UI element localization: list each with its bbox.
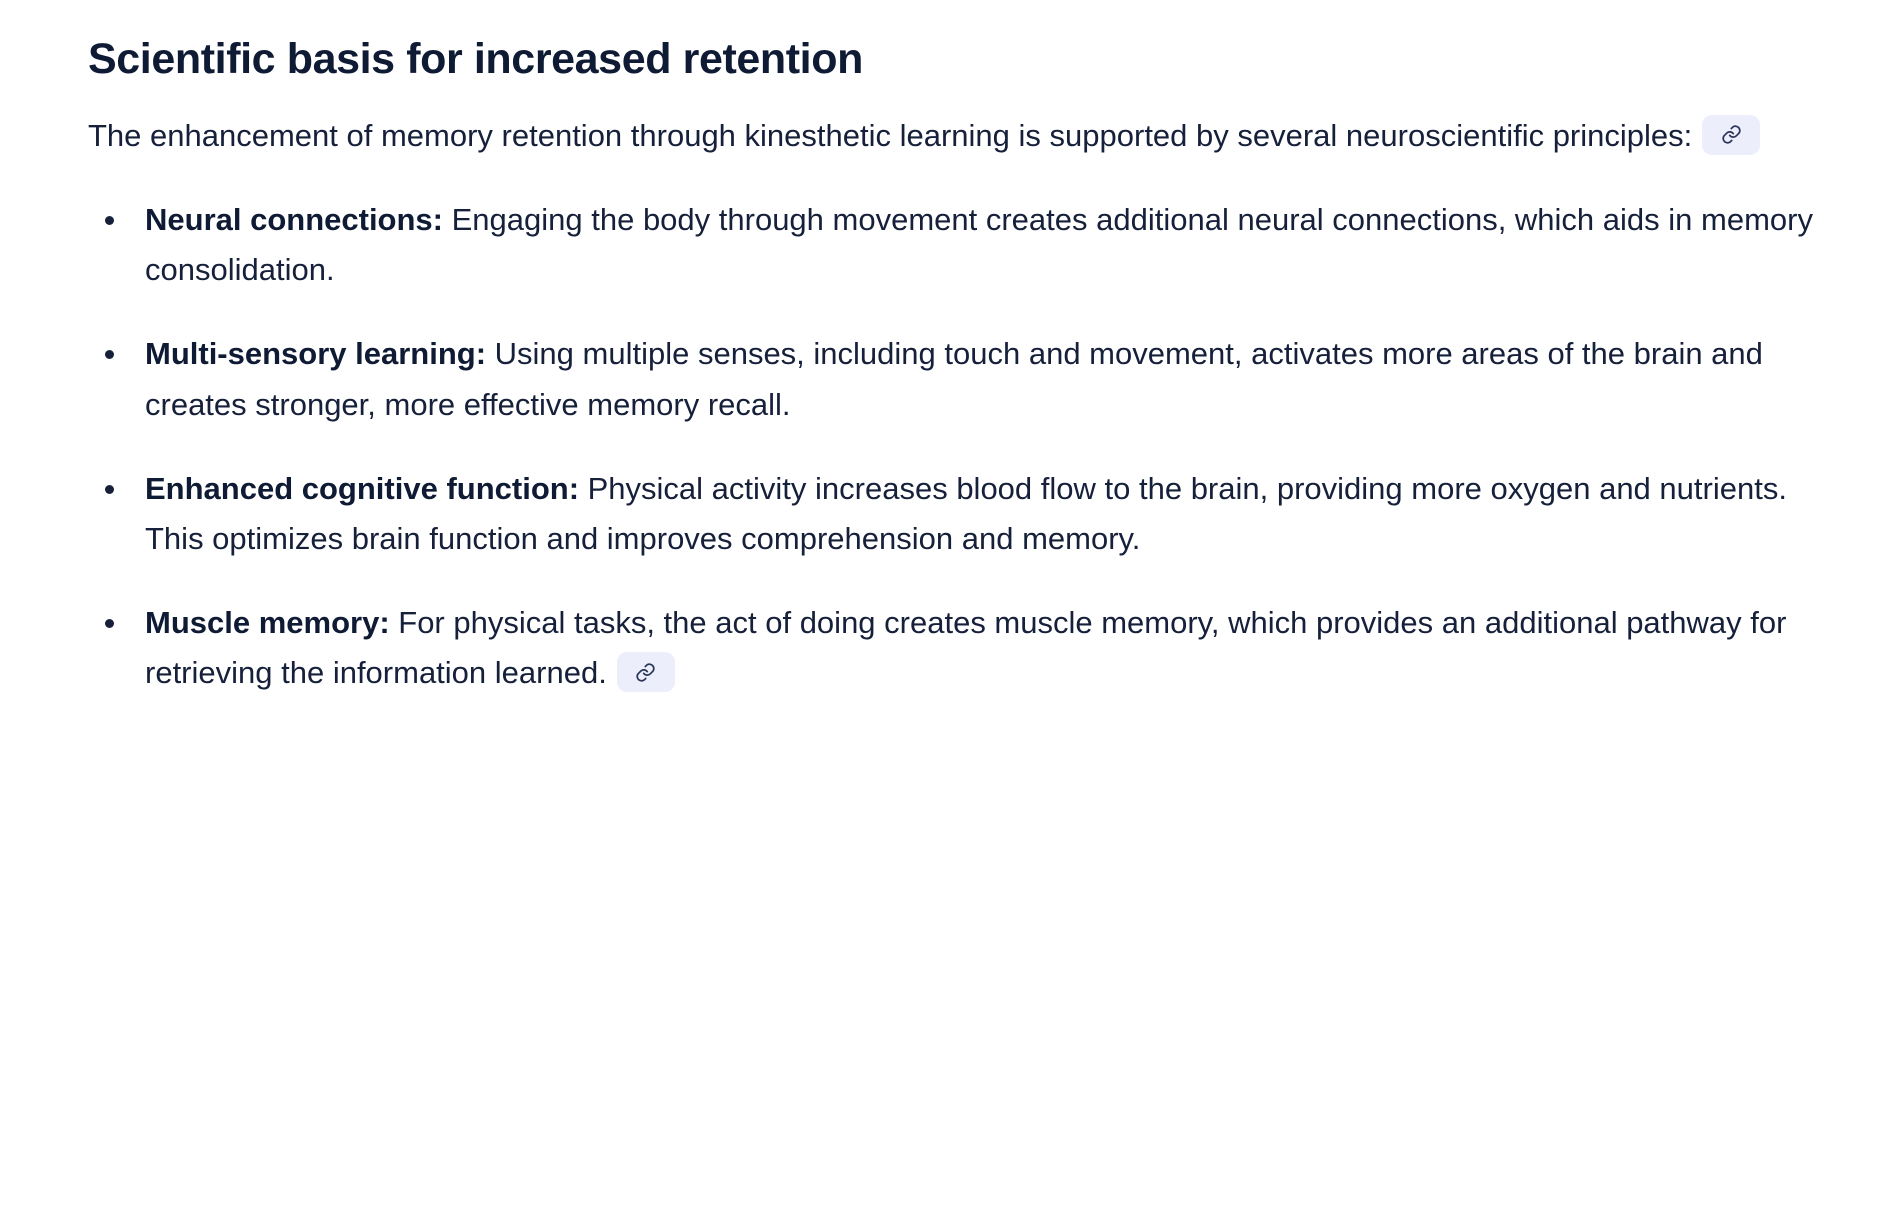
page-title: Scientific basis for increased retention	[88, 35, 863, 83]
list-item-text: Physical activity increases blood flow to the brain, providing more oxygen and nutrients. This optimizes brain function and improves comprehension and memory.	[145, 470, 1787, 557]
list-item-lead: Neural connections:	[145, 201, 443, 237]
list-item-lead: Enhanced cognitive function:	[145, 470, 580, 506]
list-item-lead: Multi-sensory learning:	[145, 336, 487, 372]
list-item	[88, 329, 1818, 429]
list-item	[88, 598, 1818, 698]
list-item-text: Using multiple senses, including touch and movement, activates more areas of the brain and creates stronger, more effective memory recall.	[145, 336, 1763, 422]
list-item-lead: Muscle memory:	[145, 605, 390, 641]
list-item	[88, 195, 1818, 295]
link-icon[interactable]	[617, 652, 675, 692]
list-item-text: For physical tasks, the act of doing creates muscle memory, which provides an additional pathway for retrieving the information learned.	[145, 605, 1787, 691]
intro-paragraph	[88, 111, 1818, 161]
list-item	[88, 464, 1818, 564]
principles-list	[88, 195, 1818, 699]
list-item-text: Engaging the body through movement creates additional neural connections, which aids in memory consolidation.	[145, 201, 1813, 288]
intro-text: The enhancement of memory retention through kinesthetic learning is supported by several neuroscientific principles:	[88, 117, 1693, 153]
link-icon[interactable]	[1702, 115, 1760, 155]
